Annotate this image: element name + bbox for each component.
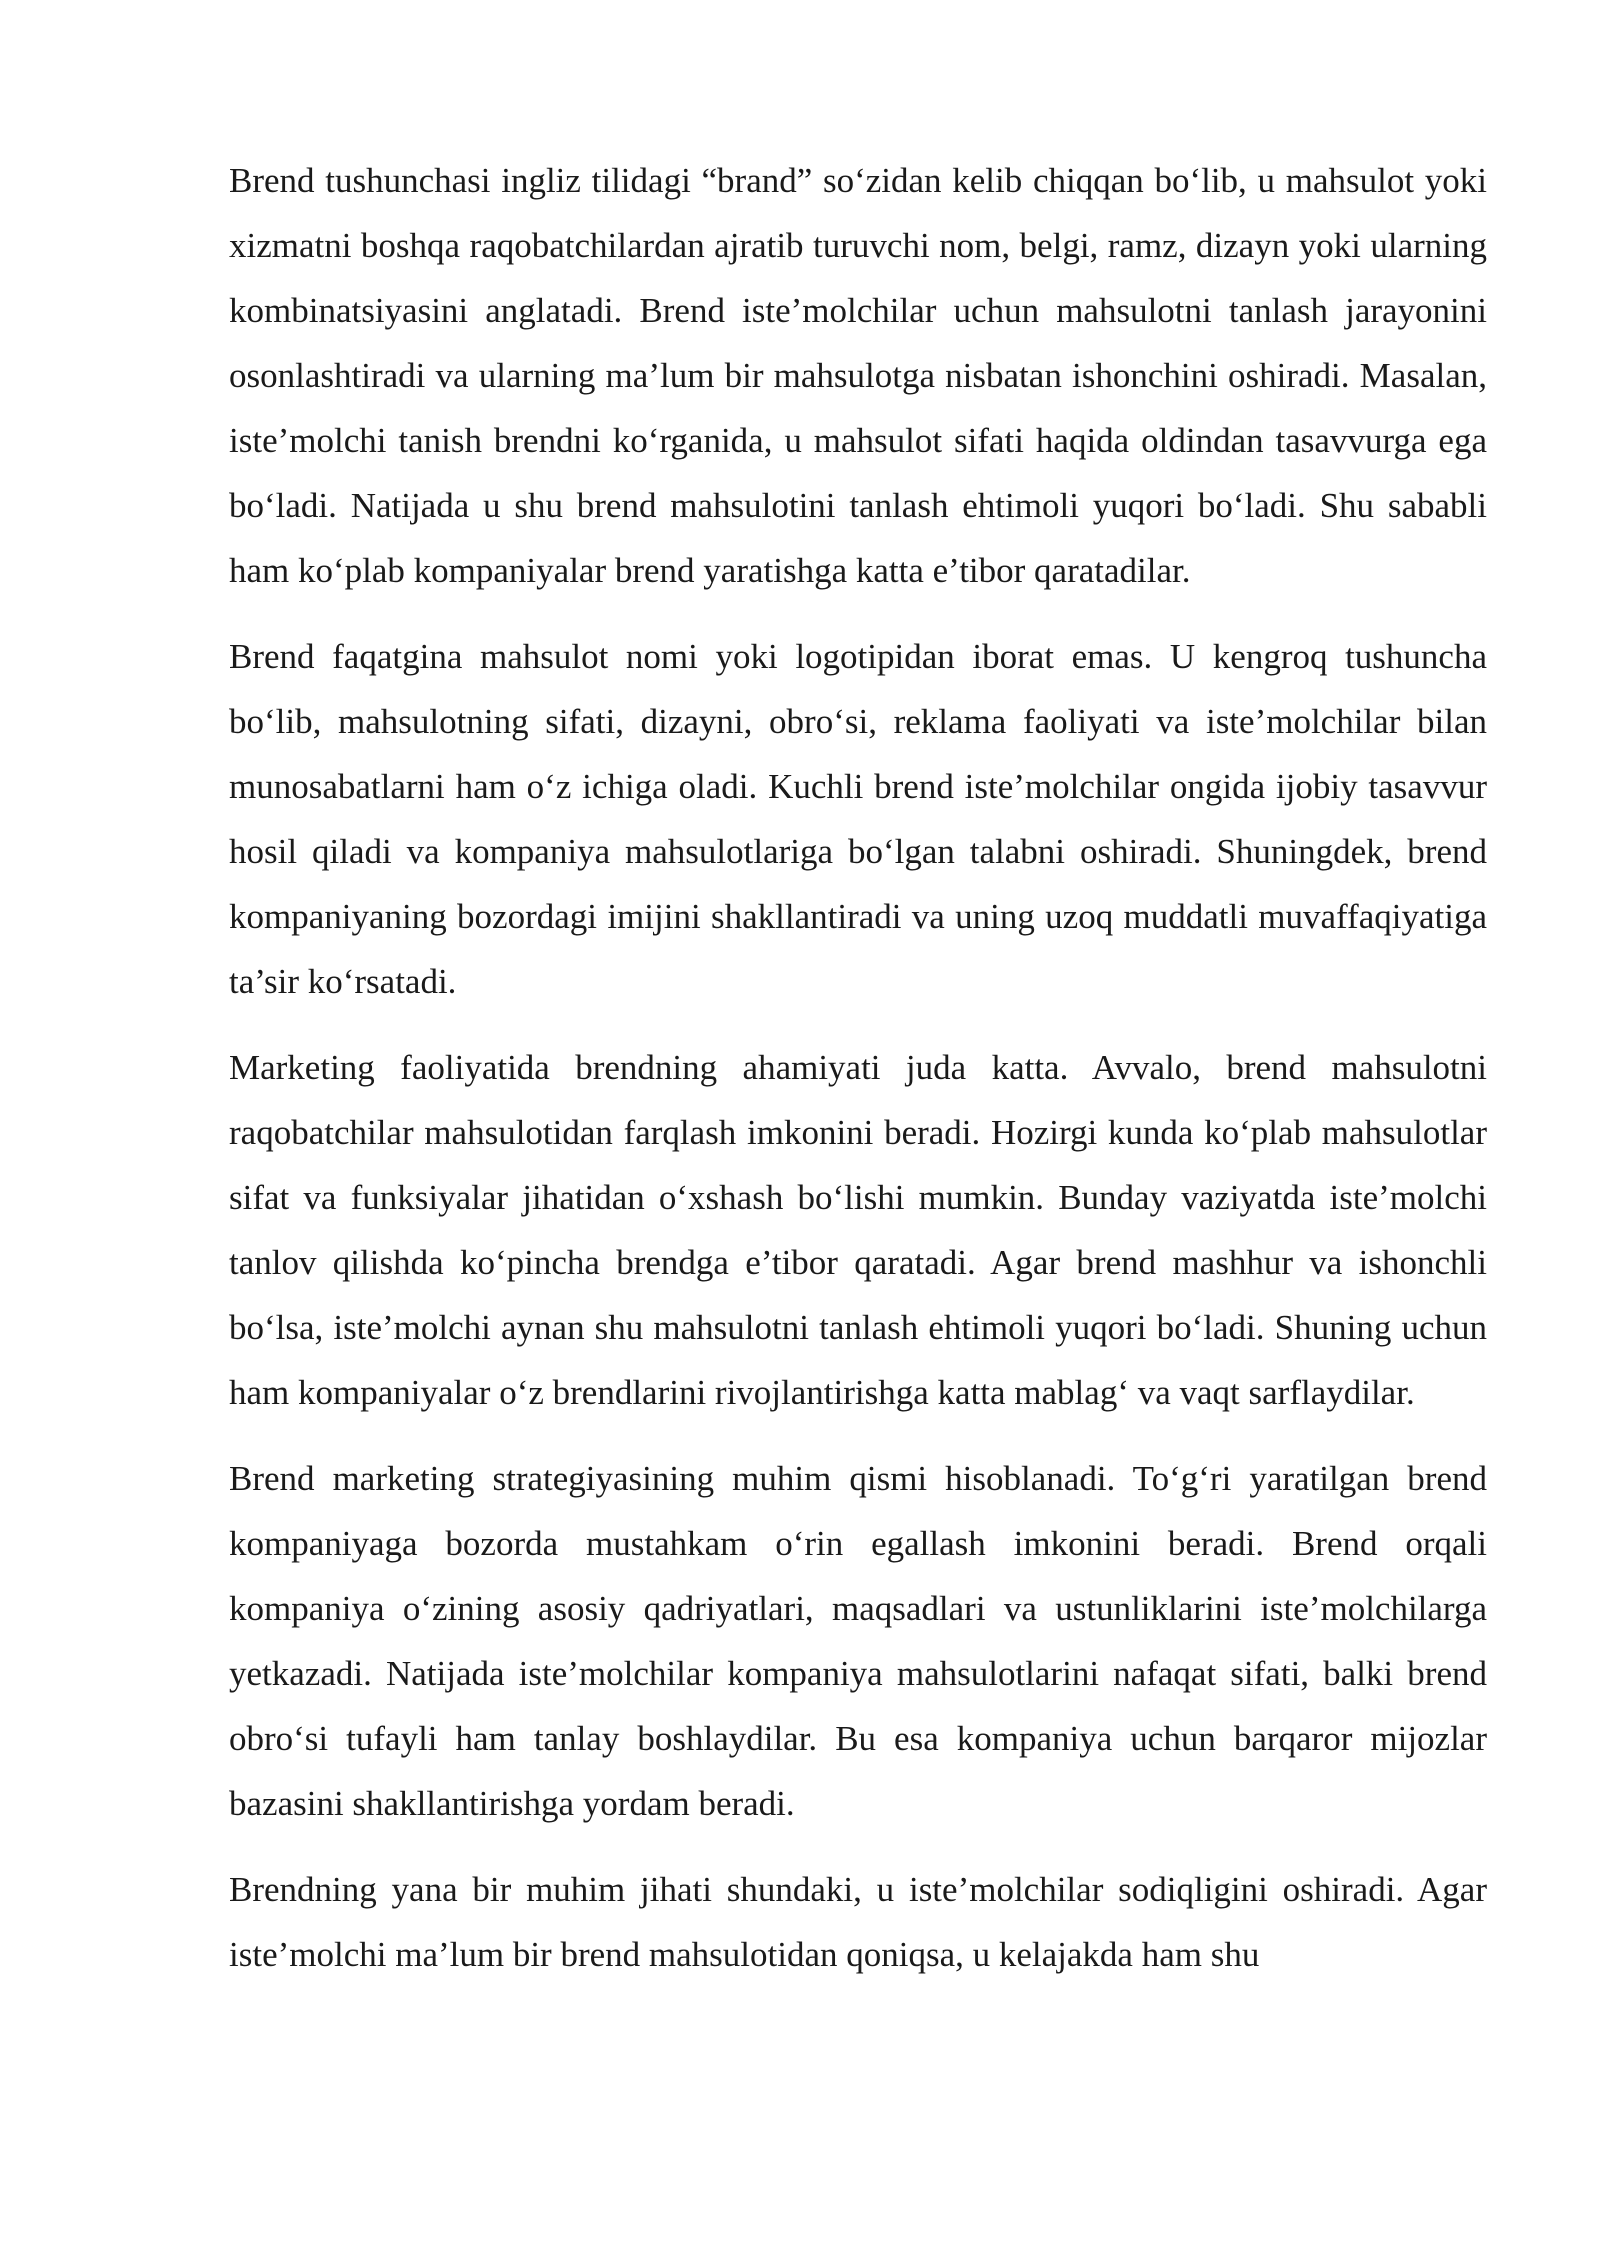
paragraph-3: Marketing faoliyatida brendning ahamiyati juda katta. Avvalo, brend mahsulotni raqobatchilar mahsulotidan farqlash imkonini beradi. Hozirgi kunda ko‘plab mahsulotlar sifat va funksiyalar jihatidan o‘xshash bo‘lishi mumkin. Bunday vaziyatda iste’molchi tanlov qilishda ko‘pincha brendga e’tibor qaratadi. Agar brend mashhur va ishonchli bo‘lsa, iste’molchi aynan shu mahsulotni tanlash ehtimoli yuqori bo‘ladi. Shuning uchun ham kompaniyalar o‘z brendlarini rivojlantirishga katta mablag‘ va vaqt sarflaydilar.	[229, 1048, 1487, 1412]
paragraph-1: Brend tushunchasi ingliz tilidagi “brand” so‘zidan kelib chiqqan bo‘lib, u mahsulot yoki xizmatni boshqa raqobatchilardan ajratib turuvchi nom, belgi, ramz, dizayn yoki ularning kombinatsiyasini anglatadi. Brend iste’molchilar uchun mahsulotni tanlash jarayonini osonlashtiradi va ularning ma’lum bir mahsulotga nisbatan ishonchini oshiradi. Masalan, iste’molchi tanish brendni ko‘rganida, u mahsulot sifati haqida oldindan tasavvurga ega bo‘ladi. Natijada u shu brend mahsulotini tanlash ehtimoli yuqori bo‘ladi. Shu sababli ham ko‘plab kompaniyalar brend yaratishga katta e’tibor qaratadilar.	[229, 161, 1487, 590]
document-page	[229, 148, 1487, 2008]
paragraph-4: Brend marketing strategiyasining muhim qismi hisoblanadi. To‘g‘ri yaratilgan brend kompaniyaga bozorda mustahkam o‘rin egallash imkonini beradi. Brend orqali kompaniya o‘zining asosiy qadriyatlari, maqsadlari va ustunliklarini iste’molchilarga yetkazadi. Natijada iste’molchilar kompaniya mahsulotlarini nafaqat sifati, balki brend obro‘si tufayli ham tanlay boshlaydilar. Bu esa kompaniya uchun barqaror mijozlar bazasini shakllantirishga yordam beradi.	[229, 1459, 1487, 1823]
paragraph-2: Brend faqatgina mahsulot nomi yoki logotipidan iborat emas. U kengroq tushuncha bo‘lib, mahsulotning sifati, dizayni, obro‘si, reklama faoliyati va iste’molchilar bilan munosabatlarni ham o‘z ichiga oladi. Kuchli brend iste’molchilar ongida ijobiy tasavvur hosil qiladi va kompaniya mahsulotlariga bo‘lgan talabni oshiradi. Shuningdek, brend kompaniyaning bozordagi imijini shakllantiradi va uning uzoq muddatli muvaffaqiyatiga ta’sir ko‘rsatadi.	[229, 637, 1487, 1001]
paragraph-5: Brendning yana bir muhim jihati shundaki, u iste’molchilar sodiqligini oshiradi. Agar iste’molchi ma’lum bir brend mahsulotidan qoniqsa, u kelajakda ham shu	[229, 1870, 1487, 1974]
